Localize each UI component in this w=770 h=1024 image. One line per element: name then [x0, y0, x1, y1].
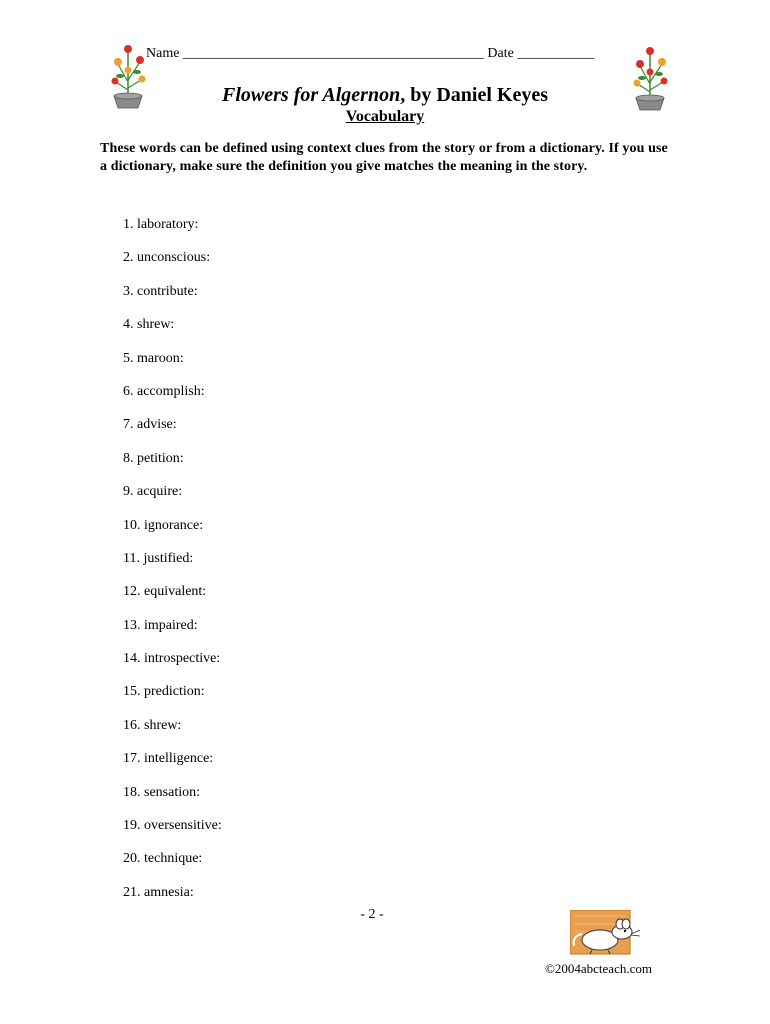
- vocab-word: sensation:: [144, 784, 200, 800]
- list-item: [123, 417, 222, 450]
- item-number: 15.: [123, 684, 141, 700]
- item-number: 2.: [123, 250, 134, 266]
- vocab-word: ignorance:: [144, 517, 204, 533]
- vocab-word: impaired:: [144, 617, 198, 633]
- list-item: [123, 851, 222, 884]
- vocab-word: equivalent:: [144, 584, 207, 600]
- item-number: 3.: [123, 283, 134, 299]
- item-number: 14.: [123, 651, 141, 667]
- vocab-word: oversensitive:: [144, 818, 222, 834]
- page-number: - 2 -: [360, 907, 384, 922]
- vocab-word: amnesia:: [144, 884, 194, 900]
- list-item: [123, 284, 222, 317]
- list-item: [123, 217, 222, 250]
- list-item: [123, 317, 222, 350]
- item-number: 21.: [123, 884, 141, 900]
- item-number: 19.: [123, 818, 141, 834]
- list-item: [123, 484, 222, 517]
- list-item: [123, 451, 222, 484]
- vocab-word: maroon:: [137, 350, 184, 366]
- book-title: Flowers for Algernon: [222, 84, 401, 106]
- vocab-word: technique:: [144, 851, 203, 867]
- vocab-word: contribute:: [137, 283, 198, 299]
- item-number: 18.: [123, 784, 141, 800]
- item-number: 20.: [123, 851, 141, 867]
- list-item: [123, 751, 222, 784]
- item-number: 8.: [123, 450, 134, 466]
- copyright-notice: ©2004abcteach.com: [545, 961, 652, 976]
- page-title: [0, 84, 770, 107]
- vocab-word: shrew:: [144, 717, 182, 733]
- item-number: 12.: [123, 584, 141, 600]
- item-number: 7.: [123, 417, 134, 433]
- vocab-word: shrew:: [137, 317, 175, 333]
- list-item: [123, 785, 222, 818]
- vocab-word: unconscious:: [137, 250, 211, 266]
- vocab-word: acquire:: [137, 484, 183, 500]
- list-item: [123, 584, 222, 617]
- vocab-word: petition:: [137, 450, 184, 466]
- vocabulary-list: [123, 217, 222, 918]
- section-heading: Vocabulary: [345, 108, 425, 125]
- instructions-paragraph: These words can be defined using context clues from the story or from a dictionary. If you use a dictionary, make sure the definition you give matches the meaning in the story.: [100, 141, 668, 174]
- vocab-word: advise:: [137, 417, 177, 433]
- item-number: 1.: [123, 217, 134, 232]
- list-item: [123, 384, 222, 417]
- item-number: 11.: [123, 550, 140, 566]
- vocab-word: justified:: [143, 550, 194, 566]
- item-number: 4.: [123, 317, 134, 333]
- list-item: [123, 718, 222, 751]
- list-item: [123, 351, 222, 384]
- item-number: 5.: [123, 350, 134, 366]
- vocab-word: prediction:: [144, 684, 205, 700]
- list-item: [123, 618, 222, 651]
- list-item: [123, 518, 222, 551]
- list-item: [123, 651, 222, 684]
- vocab-word: accomplish:: [137, 383, 205, 399]
- item-number: 6.: [123, 383, 134, 399]
- vocab-word: intelligence:: [144, 751, 214, 767]
- mouse-icon: [570, 910, 642, 956]
- author-text: , by Daniel Keyes: [400, 84, 548, 106]
- item-number: 13.: [123, 617, 141, 633]
- item-number: 10.: [123, 517, 141, 533]
- list-item: [123, 818, 222, 851]
- list-item: [123, 684, 222, 717]
- vocab-word: laboratory:: [137, 217, 199, 232]
- name-date-line: Name ___________________________________________ Date ___________: [146, 46, 595, 61]
- item-number: 17.: [123, 751, 141, 767]
- item-number: 9.: [123, 484, 134, 500]
- list-item: [123, 551, 222, 584]
- vocab-word: introspective:: [144, 651, 221, 667]
- item-number: 16.: [123, 717, 141, 733]
- list-item: [123, 250, 222, 283]
